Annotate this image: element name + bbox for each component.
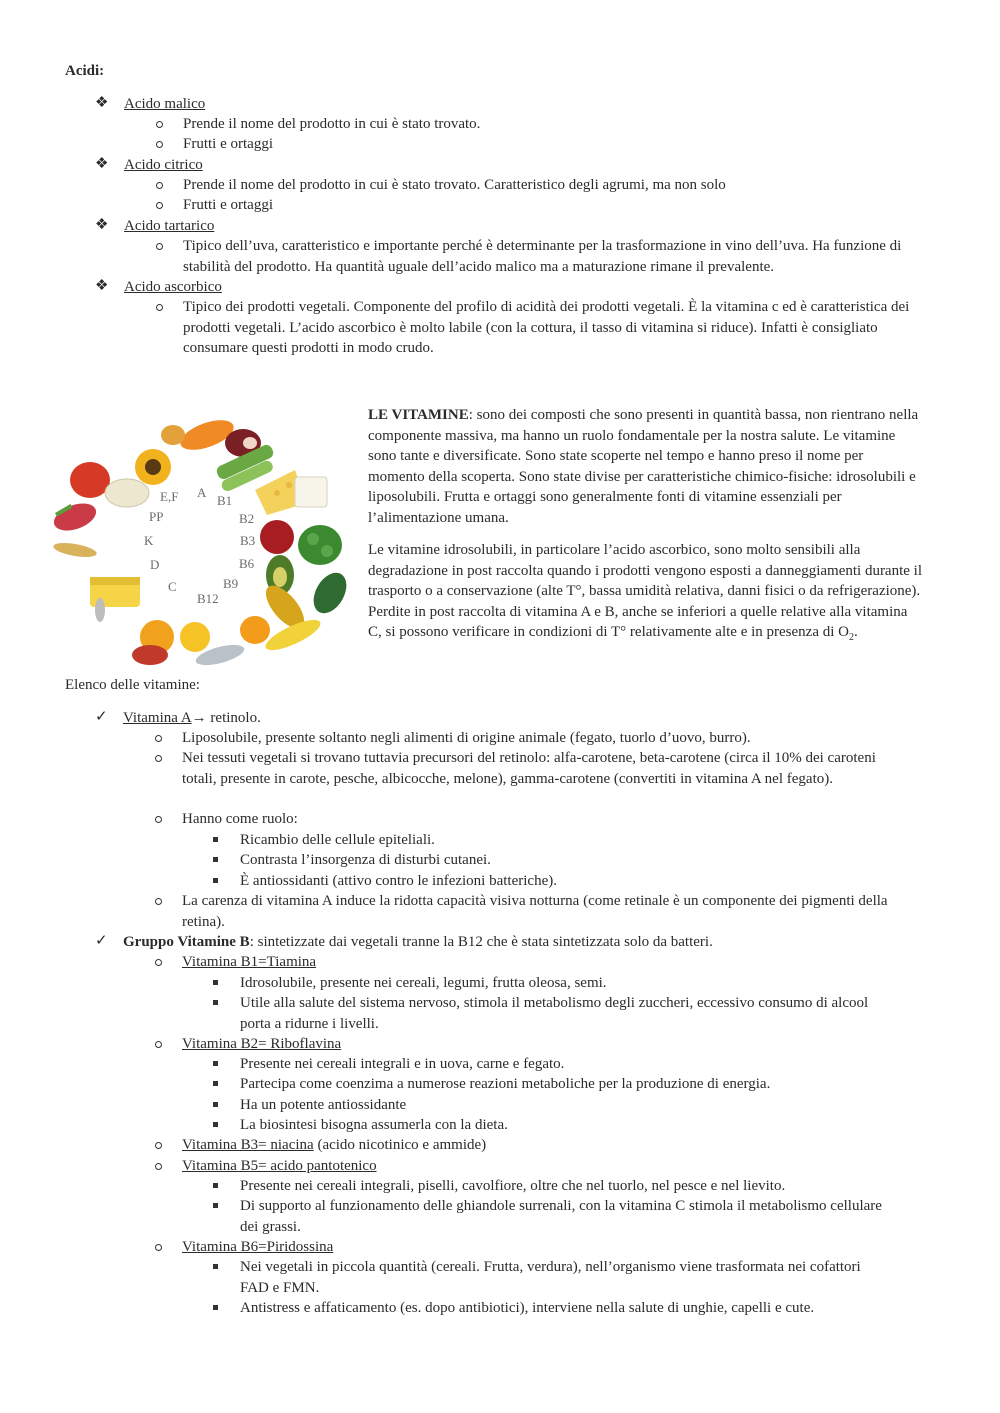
vitamin-label-pp: PP: [149, 509, 164, 524]
vitamina-a-heading: [123, 708, 261, 728]
vitamina-a-title: Vitamina A: [123, 710, 192, 726]
acido-tartarico-sub-1: Tipico dell’uva, caratteristico e importante perché è determinante per la trasformazione in vino dell’uva. Ha funzione di stabilità del prodotto. Ha quantità uguale dell’acido malico ma a maturazione rimane il prevalente.: [183, 238, 902, 275]
circle-bullet-icon: [155, 1142, 162, 1149]
acido-malico-sub-1: Prende il nome del prodotto in cui è stato trovato.: [183, 116, 481, 132]
circle-bullet-icon: [156, 121, 163, 128]
circle-bullet-icon: [155, 735, 162, 742]
vitamina-b5-item-2: Di supporto al funzionamento delle ghiandole surrenali, con la vitamina C stimola il metabolismo cellulare dei grassi.: [240, 1198, 882, 1235]
square-bullet-icon: [213, 1122, 218, 1127]
square-bullet-icon: [213, 1000, 218, 1005]
checkmark-icon: ✓: [95, 933, 108, 949]
vitamina-b6-item-1: Nei vegetali in piccola quantità (cereali. Frutta, verdura), nell’organismo viene trasformata nei cofattori FAD e FMN.: [240, 1259, 861, 1296]
vitamina-a-role-2: Contrasta l’insorgenza di disturbi cutanei.: [240, 852, 491, 868]
square-bullet-icon: [213, 857, 218, 862]
acido-malico-title: Acido malico: [124, 96, 206, 112]
vitamina-b6-title: Vitamina B6=Piridossina: [182, 1239, 334, 1255]
square-bullet-icon: [213, 837, 218, 842]
acidi-heading: Acidi:: [65, 63, 105, 79]
square-bullet-icon: [213, 1102, 218, 1107]
acido-ascorbico-title: Acido ascorbico: [124, 279, 222, 295]
square-bullet-icon: [213, 1264, 218, 1269]
vitamina-b6-item-2: Antistress e affaticamento (es. dopo antibiotici), interviene nella salute di unghie, capelli e cute.: [240, 1300, 815, 1316]
vitamina-a-s3: Hanno come ruolo:: [182, 811, 298, 827]
diamond-bullet-icon: ❖: [95, 95, 109, 111]
vitamin-label-k: K: [144, 533, 154, 548]
circle-bullet-icon: [155, 959, 162, 966]
vitamine-intro-text: : sono dei composti che sono presenti in quantità bassa, non rientrano nella componente massiva, ma hanno un ruolo fondamentale per la nostra salute. Le vitamine sono tante e diversificate. Sono state scoperte nel tempo e hanno preso il nome per momento della scoperta. Sono state divise per caratteristiche chimico-fisiche: idrosolubili e liposolubili. Frutta e ortaggi sono generalmente fonti di vitamine essenziali per l’alimentazione umana.: [368, 407, 919, 526]
gruppo-b-title: Gruppo Vitamine B: [123, 934, 250, 950]
square-bullet-icon: [213, 878, 218, 883]
vitamin-label-b1: B1: [217, 493, 233, 508]
acido-malico-sub-2: Frutti e ortaggi: [183, 136, 273, 152]
vitamina-a-s1: Liposolubile, presente soltanto negli alimenti di origine animale (fegato, tuorlo d’uovo, burro).: [182, 730, 751, 746]
gruppo-b-heading: [123, 932, 713, 952]
vitamine-paragraph-2: [368, 540, 923, 649]
circle-bullet-icon: [156, 243, 163, 250]
square-bullet-icon: [213, 1081, 218, 1086]
acido-citrico-sub-2: Frutti e ortaggi: [183, 197, 273, 213]
circle-bullet-icon: [156, 202, 163, 209]
acido-citrico-sub-1: Prende il nome del prodotto in cui è stato trovato. Caratteristico degli agrumi, ma non solo: [183, 177, 726, 193]
square-bullet-icon: [213, 980, 218, 985]
vitamina-b5-item-1: Presente nei cereali integrali, piselli, cavolfiore, oltre che nel tuorlo, nel pesce e nel lievito.: [240, 1178, 786, 1194]
vitamin-label-a: A: [197, 485, 207, 500]
diamond-bullet-icon: ❖: [95, 156, 109, 172]
vitamine-title: LE VITAMINE: [368, 407, 469, 423]
circle-bullet-icon: [155, 1041, 162, 1048]
vitamin-label-b9: B9: [223, 576, 239, 591]
vitamina-b2-item-2: Partecipa come coenzima a numerose reazioni metaboliche per la produzione di energia.: [240, 1076, 771, 1092]
vitamina-b3-rest: (acido nicotinico e ammide): [313, 1137, 487, 1153]
vitamin-label-d: D: [150, 557, 160, 572]
vitamina-a-s2: Nei tessuti vegetali si trovano tuttavia precursori del retinolo: alfa-carotene, beta-carotene (circa il 10% dei caroteni totali, presente in carote, pesche, albicocche, melone), gamma-carotene (convertiti in vitamina A nel fegato).: [182, 750, 876, 787]
acido-ascorbico-sub-1: Tipico dei prodotti vegetali. Componente del profilo di acidità dei prodotti vegetali. È la vitamina c ed è caratteristica dei prodotti vegetali. L’acido ascorbico è molto labile (con la cottura, il tasso di vitamina si riduce). Infatti è consigliato consumare questi prodotti in modo crudo.: [183, 299, 910, 356]
vitamina-b2-item-4: La biosintesi bisogna assumerla con la dieta.: [240, 1117, 508, 1133]
vitamina-b2-item-3: Ha un potente antiossidante: [240, 1097, 407, 1113]
gruppo-b-rest: : sintetizzate dai vegetali tranne la B12 che è stata sintetizzata solo da batteri.: [249, 934, 713, 950]
circle-bullet-icon: [155, 898, 162, 905]
square-bullet-icon: [213, 1183, 218, 1188]
circle-bullet-icon: [155, 755, 162, 762]
vitamina-b1-title: Vitamina B1=Tiamina: [182, 954, 317, 970]
diamond-bullet-icon: ❖: [95, 217, 109, 233]
circle-bullet-icon: [155, 1163, 162, 1170]
square-bullet-icon: [213, 1061, 218, 1066]
vitamine-paragraph-2-text: Le vitamine idrosolubili, in particolare l’acido ascorbico, sono molto sensibili alla degradazione in post raccolta quando i prodotti vengono esposti a danneggiamenti durante il trasporto o a conservazione (alte T°, bassa umidità relativa, danni fisici o da refrigerazione). Perdite in post raccolta di vitamina A e B, anche se inferiori a quelle relative alla vitamina C, si possono verificare in condizioni di T° relativamente alte e in presenza di O: [368, 542, 923, 640]
circle-bullet-icon: [155, 1244, 162, 1251]
circle-bullet-icon: [156, 141, 163, 148]
vitamin-label-b6: B6: [239, 556, 255, 571]
vitamina-a-role-3: È antiossidanti (attivo contro le infezioni batteriche).: [240, 873, 557, 889]
vitamina-b2-title: Vitamina B2= Riboflavina: [182, 1036, 342, 1052]
vitamin-label-ef: E,F: [160, 489, 179, 504]
vitamin-label-b2: B2: [239, 511, 255, 526]
checkmark-icon: ✓: [95, 709, 108, 725]
square-bullet-icon: [213, 1305, 218, 1310]
acido-tartarico-title: Acido tartarico: [124, 218, 215, 234]
vitamina-a-role-1: Ricambio delle cellule epiteliali.: [240, 832, 435, 848]
vitamina-b5-title: Vitamina B5= acido pantotenico: [182, 1158, 377, 1174]
vitamina-b1-item-1: Idrosolubile, presente nei cereali, legumi, frutta oleosa, semi.: [240, 975, 607, 991]
circle-bullet-icon: [156, 182, 163, 189]
vitamina-b3-title: Vitamina B3= niacina: [182, 1137, 314, 1153]
vitamin-label-b3: B3: [240, 533, 256, 548]
vitamine-paragraph-2-end: .: [854, 624, 858, 640]
vitamin-label-b12: B12: [197, 591, 219, 606]
vitamina-b1-item-2: Utile alla salute del sistema nervoso, stimola il metabolismo degli zuccheri, eccessivo consumo di alcool porta a ridurne i livelli.: [240, 995, 869, 1032]
vitamine-intro: [368, 405, 923, 528]
acido-citrico-title: Acido citrico: [124, 157, 203, 173]
circle-bullet-icon: [155, 816, 162, 823]
vitamina-a-s4: La carenza di vitamina A induce la ridotta capacità visiva notturna (come retinale è un componente dei pigmenti della retina).: [182, 893, 888, 930]
diamond-bullet-icon: ❖: [95, 278, 109, 294]
arrow-icon: →: [191, 710, 207, 726]
elenco-vitamine-label: Elenco delle vitamine:: [65, 677, 200, 693]
circle-bullet-icon: [156, 304, 163, 311]
square-bullet-icon: [213, 1203, 218, 1208]
vitamina-b3-heading: [182, 1135, 486, 1155]
vitamina-b2-item-1: Presente nei cereali integrali e in uova, carne e fegato.: [240, 1056, 565, 1072]
vitamin-wheel-illustration: [45, 405, 350, 670]
oxygen-subscript: 2: [849, 632, 854, 643]
vitamina-a-rest: retinolo.: [206, 710, 261, 726]
vitamin-label-c: C: [168, 579, 177, 594]
